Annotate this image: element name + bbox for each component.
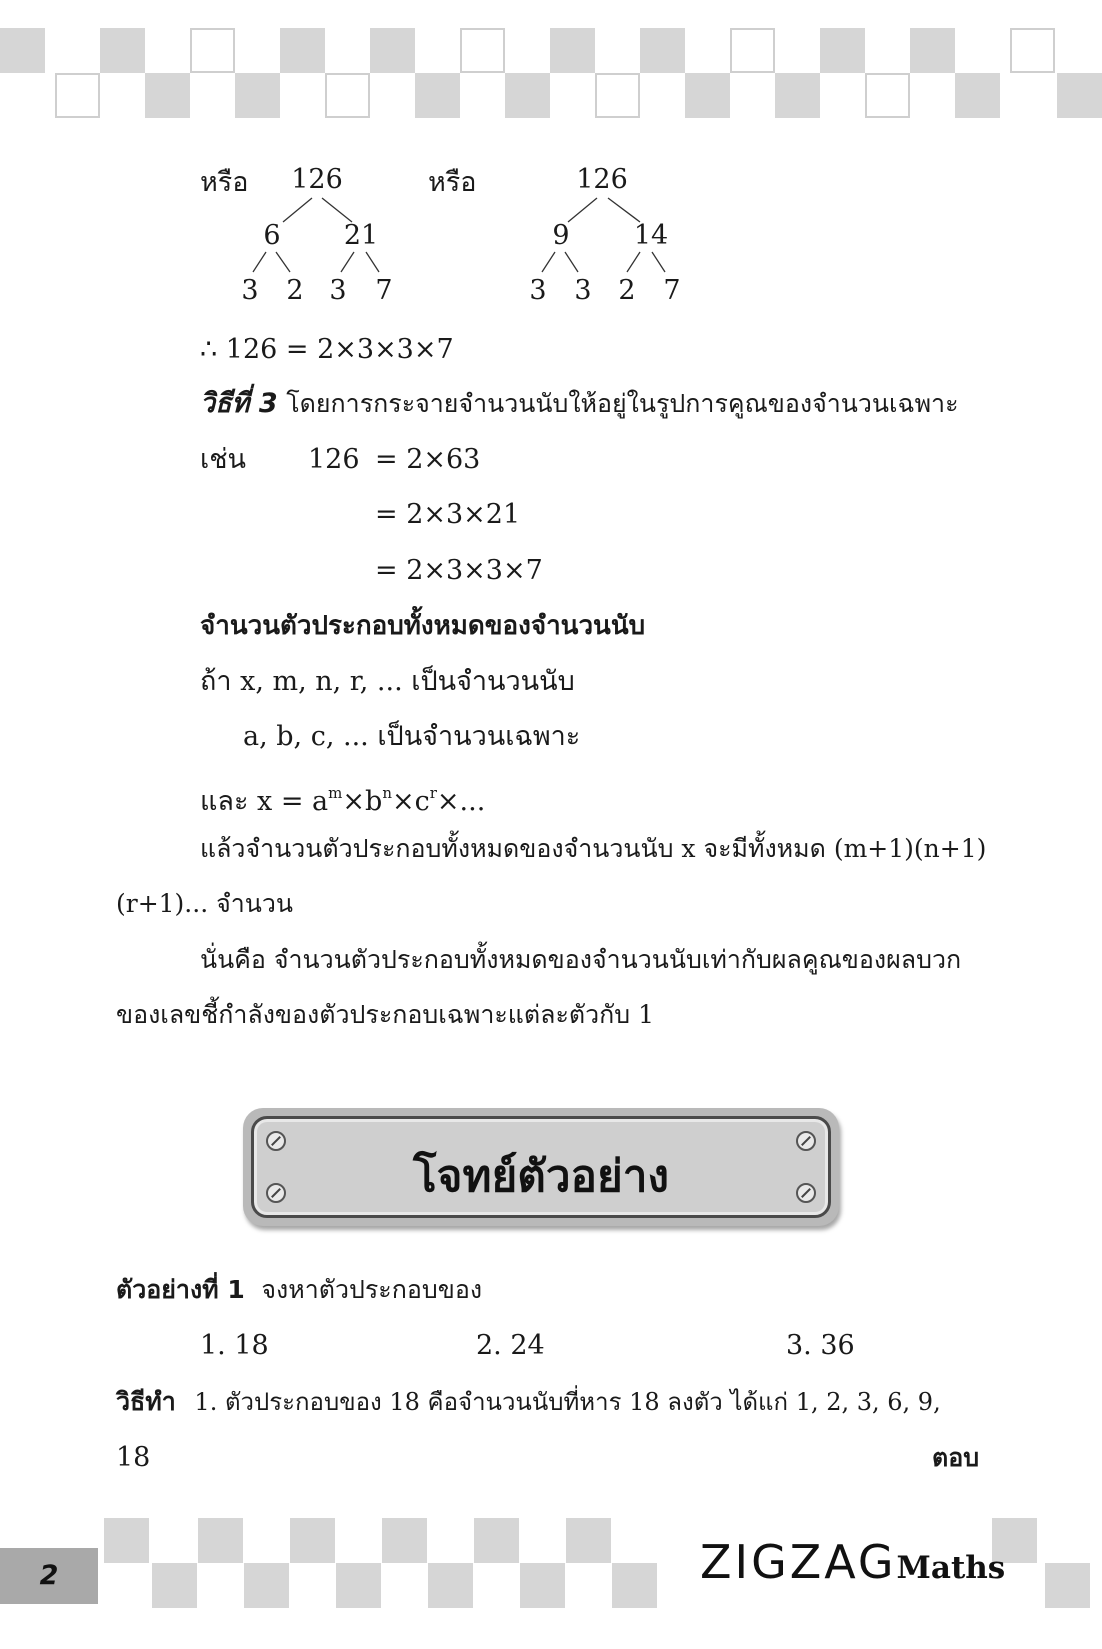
tree-left-leaf-2: 2	[286, 275, 304, 306]
example1-item-1: 1. 18	[200, 1330, 269, 1361]
tree-left-root: 126	[291, 164, 343, 195]
exponent-m: m	[328, 784, 343, 802]
brand-logo	[700, 1535, 1005, 1589]
tree-right-leaf-1: 3	[529, 275, 547, 306]
solution-continuation: 18	[116, 1442, 151, 1473]
solution-label: วิธีทำ	[116, 1387, 176, 1416]
method3-line	[200, 386, 959, 422]
exponent-n: n	[382, 784, 392, 802]
tree-right-node-1: 9	[552, 220, 570, 251]
example1-question: จงหาตัวประกอบของ	[261, 1275, 483, 1304]
condition-line-7: ของเลขชี้กำลังของตัวประกอบเฉพาะแต่ละตัวกับ 1	[116, 1000, 655, 1029]
example1-label: ตัวอย่างที่ 1	[116, 1275, 245, 1304]
condition-line-3-prefix: และ x = a	[200, 786, 329, 817]
method3-step-1: = 2×63	[375, 444, 481, 475]
example1-line	[116, 1272, 482, 1308]
example1-item-2: 2. 24	[476, 1330, 545, 1361]
tree-left-leaf-3: 3	[329, 275, 347, 306]
condition-line-3-suffix: ×...	[436, 786, 486, 817]
brand-logo-subtitle: Maths	[896, 1550, 1006, 1586]
condition-times-c: ×c	[391, 786, 430, 817]
tree-left-node-2: 21	[343, 220, 379, 251]
example1-item-3: 3. 36	[786, 1330, 855, 1361]
method3-lhs: 126	[308, 444, 360, 475]
brand-logo-text: ZIGZAG	[700, 1535, 897, 1589]
condition-line-4: แล้วจำนวนตัวประกอบทั้งหมดของจำนวนนับ x จะมีทั้งหมด (m+1)(n+1)	[200, 834, 987, 863]
tree-right-label: หรือ	[428, 167, 477, 198]
result-line: ∴ 126 = 2×3×3×7	[200, 334, 454, 365]
tree-left-node-1: 6	[263, 220, 281, 251]
tree-right-leaf-2: 3	[574, 275, 592, 306]
tree-right-leaf-4: 7	[663, 275, 681, 306]
method3-title: วิธีที่ 3	[200, 388, 278, 419]
tree-right-root: 126	[576, 164, 628, 195]
condition-line-5: (r+1)... จำนวน	[116, 889, 294, 918]
solution-text: 1. ตัวประกอบของ 18 คือจำนวนนับที่หาร 18 ลงตัว ได้แก่ 1, 2, 3, 6, 9,	[194, 1388, 941, 1416]
example-plaque	[243, 1108, 839, 1226]
tree-left-leaf-1: 3	[241, 275, 259, 306]
tree-left-leaf-4: 7	[375, 275, 393, 306]
condition-line-1: ถ้า x, m, n, r, ... เป็นจำนวนนับ	[200, 666, 575, 697]
method3-text: โดยการกระจายจำนวนนับให้อยู่ในรูปการคูณของจำนวนเฉพาะ	[286, 389, 959, 418]
answer-label: ตอบ	[932, 1443, 980, 1472]
tree-left-label: หรือ	[200, 167, 249, 198]
exponent-r: r	[429, 784, 437, 802]
solution-line	[116, 1384, 941, 1420]
example-plaque-inner	[251, 1116, 831, 1218]
method3-step-3: = 2×3×3×7	[375, 555, 543, 586]
plaque-title: โจทย์ตัวอย่าง	[413, 1151, 669, 1202]
condition-line-6: นั่นคือ จำนวนตัวประกอบทั้งหมดของจำนวนนับเท่ากับผลคูณของผลบวก	[200, 945, 962, 974]
tree-right-leaf-3: 2	[618, 275, 636, 306]
page-number: 2	[0, 1548, 98, 1604]
condition-times-b: ×b	[342, 786, 383, 817]
condition-line-3	[200, 775, 485, 820]
section-heading: จำนวนตัวประกอบทั้งหมดของจำนวนนับ	[200, 611, 646, 641]
method3-example-label: เช่น	[200, 444, 247, 475]
condition-line-2: a, b, c, ... เป็นจำนวนเฉพาะ	[243, 721, 581, 752]
tree-right-branches	[0, 0, 1102, 320]
tree-right-node-2: 14	[633, 220, 669, 251]
method3-step-2: = 2×3×21	[375, 499, 521, 530]
